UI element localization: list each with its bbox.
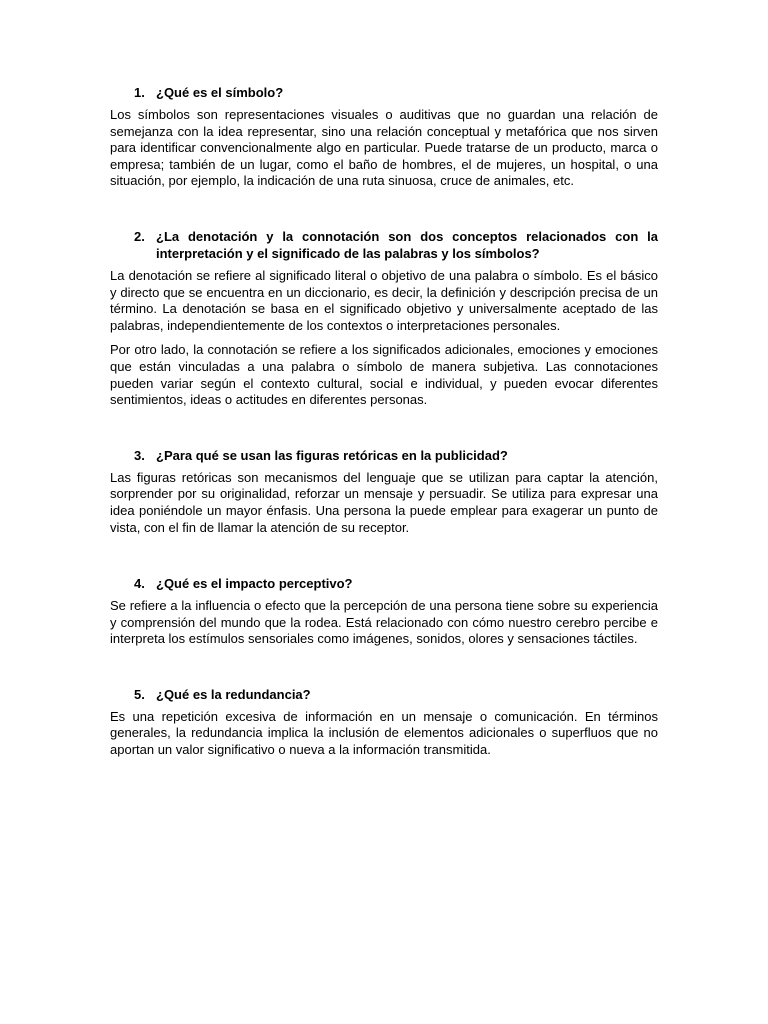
question-number: 5. [134, 686, 145, 702]
question-heading [110, 84, 658, 101]
question-heading [110, 447, 658, 464]
answer-paragraph: Es una repetición excesiva de información en un mensaje o comunicación. En términos generales, la redundancia implica la inclusión de elementos adicionales o superfluos que no aportan un valor significativo o nueva a la información transmitida. [110, 708, 658, 758]
question-text: ¿Qué es el símbolo? [156, 85, 284, 100]
section-2 [110, 228, 658, 409]
answer-paragraph: Se refiere a la influencia o efecto que la percepción de una persona tiene sobre su experiencia y comprensión del mundo que la rodea. Está relacionado con cómo nuestro cerebro percibe e interpreta los estímulos sensoriales como imágenes, sonidos, olores y sensaciones táctiles. [110, 598, 658, 647]
question-text: ¿La denotación y la connotación son dos conceptos relacionados con la interpretación y el significado de las palabras y los símbolos? [156, 228, 658, 261]
document-page [110, 84, 658, 795]
answer-paragraph: Los símbolos son representaciones visuales o auditivas que no guardan una relación de semejanza con la idea representar, sino una relación conceptual y metafórica que nos sirven para identificar convencionalmente algo en particular. Puede tratarse de un producto, marca o empresa; también de un lugar, como el baño de hombres, el de mujeres, un hospital, o una situación, por ejemplo, la indicación de una ruta sinuosa, cruce de animales, etc. [110, 107, 658, 189]
question-number: 4. [134, 576, 145, 592]
question-heading [110, 686, 658, 703]
question-heading [110, 228, 658, 262]
section-4 [110, 575, 658, 648]
answer-paragraph: Las figuras retóricas son mecanismos del lenguaje que se utilizan para captar la atención, sorprender por su originalidad, reforzar un mensaje y persuadir. Se utiliza para expresar una idea poniéndole un mayor énfasis. Una persona la puede emplear para exagerar un punto de vista, con el fin de llamar la atención de su receptor. [110, 469, 658, 535]
question-heading [110, 575, 658, 592]
question-number: 3. [134, 447, 145, 463]
section-5 [110, 686, 658, 759]
question-number: 2. [134, 228, 145, 244]
question-text: ¿Para qué se usan las figuras retóricas en la publicidad? [156, 447, 508, 463]
question-text: ¿Qué es la redundancia? [156, 686, 311, 702]
section-1 [110, 84, 658, 190]
question-text: ¿Qué es el impacto perceptivo? [156, 576, 353, 592]
answer-paragraph: La denotación se refiere al significado literal o objetivo de una palabra o símbolo. Es el básico y directo que se encuentra en un diccionario, es decir, la definición y descripción precisa de un término. La denotación se basa en el significado objetivo y universalmente aceptado de las palabras, independientemente de los contextos o interpretaciones personales. [110, 267, 658, 333]
section-3 [110, 447, 658, 536]
answer-paragraph: Por otro lado, la connotación se refiere a los significados adicionales, emociones y emociones que están vinculadas a una palabra o símbolo de manera subjetiva. Las connotaciones pueden variar según el contexto cultural, social e individual, y pueden evocar diferentes sentimientos, ideas o actitudes en diferentes personas. [110, 342, 658, 408]
question-number: 1. [134, 85, 145, 100]
